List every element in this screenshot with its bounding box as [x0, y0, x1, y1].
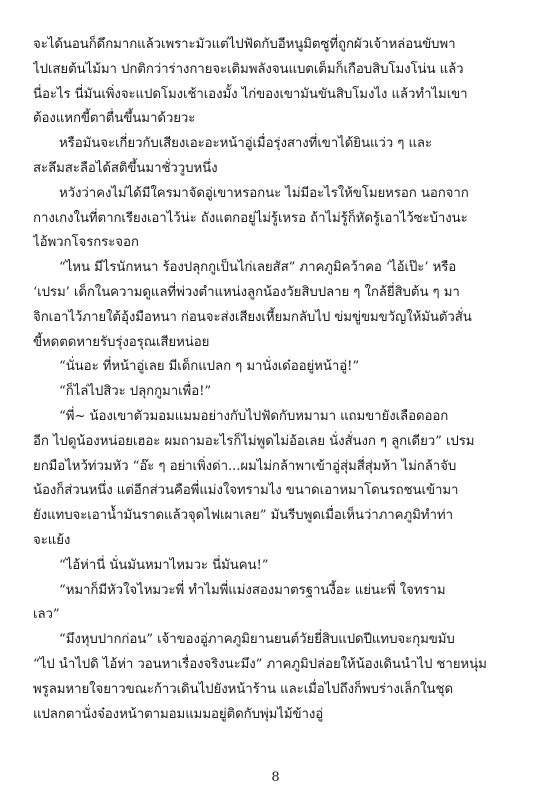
- body-text: [33, 33, 523, 727]
- text-line: “ไหน มีไรนักหนา ร้องปลุกกูเป็นไก่เลยสัส” ภาคภูมิคว้าคอ ‘ไอ้เป๊ะ’ หรือ: [59, 260, 457, 276]
- text-line: หวังว่าคงไม่ได้มีใครมาจัดอู่เขาหรอกนะ ไม่มีอะไรให้ขโมยหรอก นอกจาก: [59, 185, 469, 201]
- text-line: สะลึมสะลือได้สติขึ้นมาชั่ววูบหนึ่ง: [33, 160, 218, 176]
- text-line: “หมาก็มีหัวใจไหมวะพี่ ทำไมพี่แม่งสองมาตรฐานงี้อะ แย่นะพี่ ใจทราม: [59, 582, 446, 598]
- text-line: ยังแทบจะเอาน้ำมันราดแล้วจุดไฟเผาเลย” มันรีบพูดเมื่อเห็นว่าภาคภูมิทำท่า: [33, 508, 453, 524]
- text-line: ไปเสยต้นไม้มา ปกติกว่าร่างกายจะเติมพลังจนแบตเต็มก็เกือบสิบโมงโน่น แล้ว: [33, 61, 464, 77]
- text-line: อีก ไปดูน้องหน่อยเฮอะ ผมถามอะไรก็ไม่พูดไม่อ้อเลย นั่งสั่นงก ๆ ลูกเดียว” เปรม: [33, 433, 475, 449]
- text-line: จะแย้ง: [33, 532, 71, 548]
- text-line: “มึงหุบปากก่อน” เจ้าของอู่ภาคภูมิยานยนต์วัยยี่สิบแปดปีแทบจะกุมขมับ: [59, 632, 455, 648]
- text-line: น้องก็ส่วนหนึ่ง แต่อีกส่วนคือพี่แม่งใจทรามไง ขนาดเอาหมาโดนรถชนเข้ามา: [33, 483, 459, 499]
- text-line: “ก็ไล่ไปสิวะ ปลุกกูมาเพื่อ!”: [59, 384, 212, 400]
- text-line: ไอ้พวกโจรกระจอก: [33, 235, 139, 251]
- text-line: จะได้นอนก็ดึกมากแล้วเพราะมัวแต่ไปฟัดกับอีหนูมิตซูที่ถูกผัวเจ้าหล่อนขับพา: [33, 37, 456, 52]
- text-line: หรือมันจะเกี่ยวกับเสียงเอะอะหน้าอู่เมื่อรุ่งสางที่เขาได้ยินแว่ว ๆ และ: [59, 136, 433, 152]
- text-line: ‘เปรม’ เด็กในความดูแลที่พ่วงตำแหน่งลูกน้องวัยสิบปลาย ๆ ใกล้ยี่สิบต้น ๆ มา: [33, 284, 460, 300]
- text-line: จิกเอาไว้ภายใต้อุ้งมือหนา ก่อนจะส่งเสียงเหี้ยมกลับไป ข่มขู่ขมขวัญให้มันตัวสั่น: [33, 309, 472, 325]
- text-line: กางเกงในที่ตากเรียงเอาไว้น่ะ ถังแตกอยู่ไม่รู้เหรอ ถ้าไม่รู้ก็หัดรู้เอาไว้ซะบ้างนะ: [33, 210, 468, 226]
- text-line: ต้องแหกขี้ตาตื่นขึ้นมาด้วยวะ: [33, 111, 196, 127]
- text-line: นี่อะไร นี่มันเพิ่งจะแปดโมงเช้าเองมั้ง ไก่ของเขามันขันสิบโมงไง แล้วทำไมเขา: [33, 86, 468, 102]
- text-line: “ไอ้ห่านี่ นั่นมันหมาไหมวะ นี่มันคน!”: [59, 557, 269, 573]
- text-line: เลว”: [33, 607, 60, 623]
- text-line: “นั่นอะ ที่หน้าอู่เลย มีเด็กแปลก ๆ มานั่งเด๋ออยู่หน้าอู่!”: [59, 359, 360, 375]
- text-line: พรูลมหายใจยาวขณะก้าวเดินไปยังหน้าร้าน และเมื่อไปถึงก็พบร่างเล็กในชุด: [33, 681, 454, 697]
- page-number: 8: [271, 770, 280, 785]
- text-line: “พี่~ น้องเขาตัวมอมแมมอย่างกับไปฟัดกับหมามา แถมขายังเลือดออก: [59, 408, 449, 424]
- text-line: แปลกตานั่งจ๋องหน้าตามอมแมมอยู่ติดกับพุ่มไม้ข้างอู่: [33, 706, 324, 722]
- text-line: ขี้หดตดหายรับรุ่งอรุณเสียหน่อย: [33, 334, 210, 350]
- text-line: ยกมือไหว้ท่วมหัว “อ๊ะ ๆ อย่าเพิ่งด่า...ผมไม่กล้าพาเข้าอู่สุ่มสี่สุ่มห้า ไม่กล้าจับ: [33, 458, 457, 474]
- text-line: “ไป นำไปดิ ไอ้ห่า วอนหาเรื่องจริงนะมึง” ภาคภูมิปล่อยให้น้องเดินนำไป ชายหนุ่ม: [33, 656, 487, 672]
